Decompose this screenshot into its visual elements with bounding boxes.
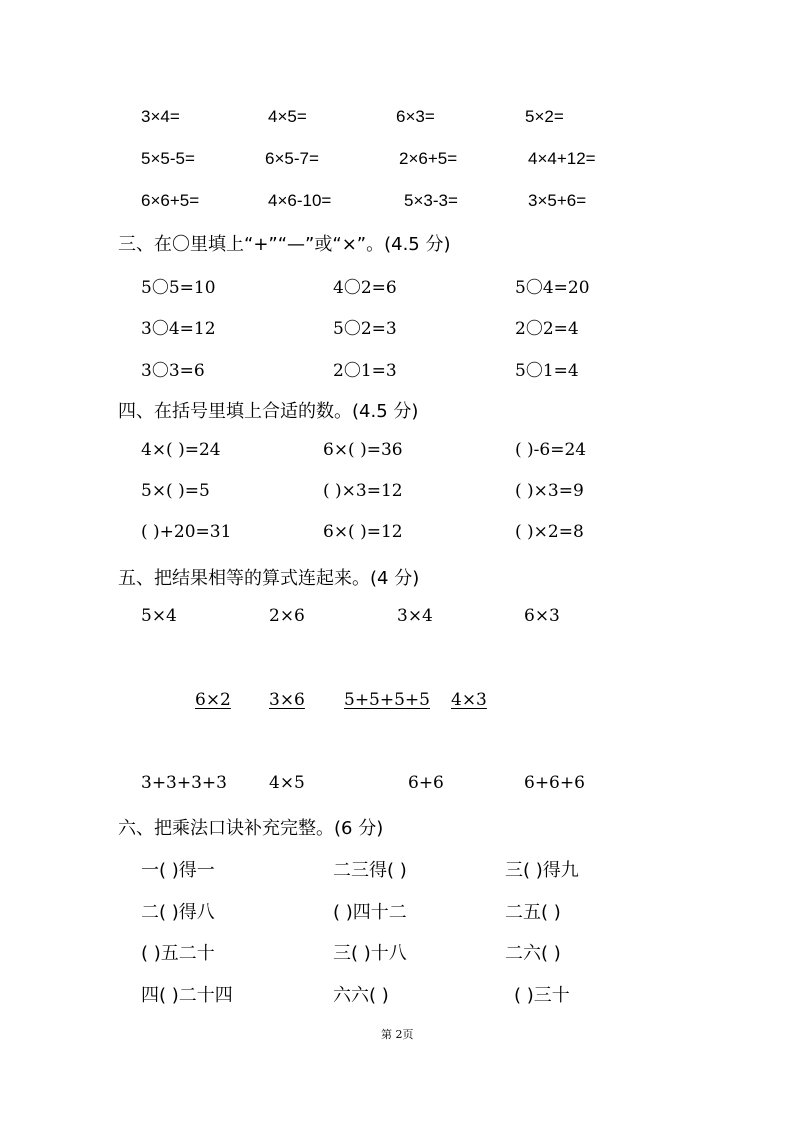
calc-item: 4×5= (268, 107, 307, 126)
match-bottom-item: 4×5 (269, 773, 305, 793)
match-top-item: 5×4 (141, 606, 177, 626)
fill-blank-item: 6×( )=36 (323, 440, 403, 460)
match-top-item: 3×4 (397, 606, 433, 626)
section-6-heading: 六、把乘法口诀补充完整。(6 分) (118, 818, 384, 839)
rhyme-item: ( )四十二 (333, 902, 407, 923)
rhyme-item: 三( )十八 (333, 943, 407, 964)
match-middle-item: 3×6 (269, 690, 305, 710)
match-top-item: 6×3 (524, 606, 560, 626)
match-middle-item: 4×3 (451, 690, 487, 710)
calc-item: 3×4= (141, 107, 180, 126)
match-middle-item: 5+5+5+5 (344, 690, 430, 710)
calc-item: 4×6-10= (268, 191, 332, 210)
rhyme-item: 六六( ) (333, 985, 389, 1006)
match-top-item: 2×6 (269, 606, 305, 626)
calc-item: 3×5+6= (528, 191, 587, 210)
calc-item: 4×4+12= (528, 149, 596, 168)
match-bottom-item: 6+6 (408, 773, 444, 793)
rhyme-item: 二( )得八 (141, 902, 215, 923)
rhyme-item: ( )三十 (514, 985, 570, 1006)
fill-blank-item: ( )×3=9 (515, 481, 584, 501)
fill-circle-item: 2〇1=3 (333, 361, 397, 381)
match-bottom-item: 6+6+6 (524, 773, 585, 793)
fill-circle-item: 2〇2=4 (515, 319, 579, 339)
calc-item: 5×2= (525, 107, 564, 126)
rhyme-item: 二三得( ) (333, 860, 407, 881)
calc-item: 2×6+5= (399, 149, 458, 168)
calc-item: 6×3= (396, 107, 435, 126)
fill-circle-item: 5〇4=20 (515, 278, 590, 298)
section-3-heading: 三、在〇里填上“+”“—”或“×”。(4.5 分) (118, 234, 451, 255)
section-5-heading: 五、把结果相等的算式连起来。(4 分) (118, 568, 420, 589)
fill-circle-item: 5〇1=4 (515, 361, 579, 381)
calc-item: 5×5-5= (141, 149, 195, 168)
fill-blank-item: 4×( )=24 (141, 440, 221, 460)
rhyme-item: 三( )得九 (505, 860, 579, 881)
page-number: 第 2页 (381, 1028, 414, 1041)
fill-circle-item: 3〇4=12 (141, 319, 216, 339)
fill-blank-item: ( )×3=12 (323, 481, 403, 501)
match-middle-item: 6×2 (195, 690, 231, 710)
calc-item: 6×5-7= (265, 149, 319, 168)
fill-circle-item: 4〇2=6 (333, 278, 397, 298)
rhyme-item: 二五( ) (505, 902, 561, 923)
calc-item: 6×6+5= (141, 191, 200, 210)
fill-circle-item: 5〇2=3 (333, 319, 397, 339)
fill-blank-item: ( )+20=31 (141, 522, 232, 542)
rhyme-item: 二六( ) (505, 943, 561, 964)
fill-blank-item: ( )×2=8 (515, 522, 584, 542)
rhyme-item: 四( )二十四 (141, 985, 233, 1006)
fill-blank-item: 6×( )=12 (323, 522, 403, 542)
fill-circle-item: 3〇3=6 (141, 361, 205, 381)
fill-blank-item: 5×( )=5 (141, 481, 210, 501)
calc-item: 5×3-3= (404, 191, 458, 210)
rhyme-item: ( )五二十 (141, 943, 215, 964)
fill-blank-item: ( )-6=24 (515, 440, 587, 460)
fill-circle-item: 5〇5=10 (141, 278, 216, 298)
section-4-heading: 四、在括号里填上合适的数。(4.5 分) (118, 401, 419, 422)
rhyme-item: 一( )得一 (141, 860, 215, 881)
match-bottom-item: 3+3+3+3 (141, 773, 227, 793)
